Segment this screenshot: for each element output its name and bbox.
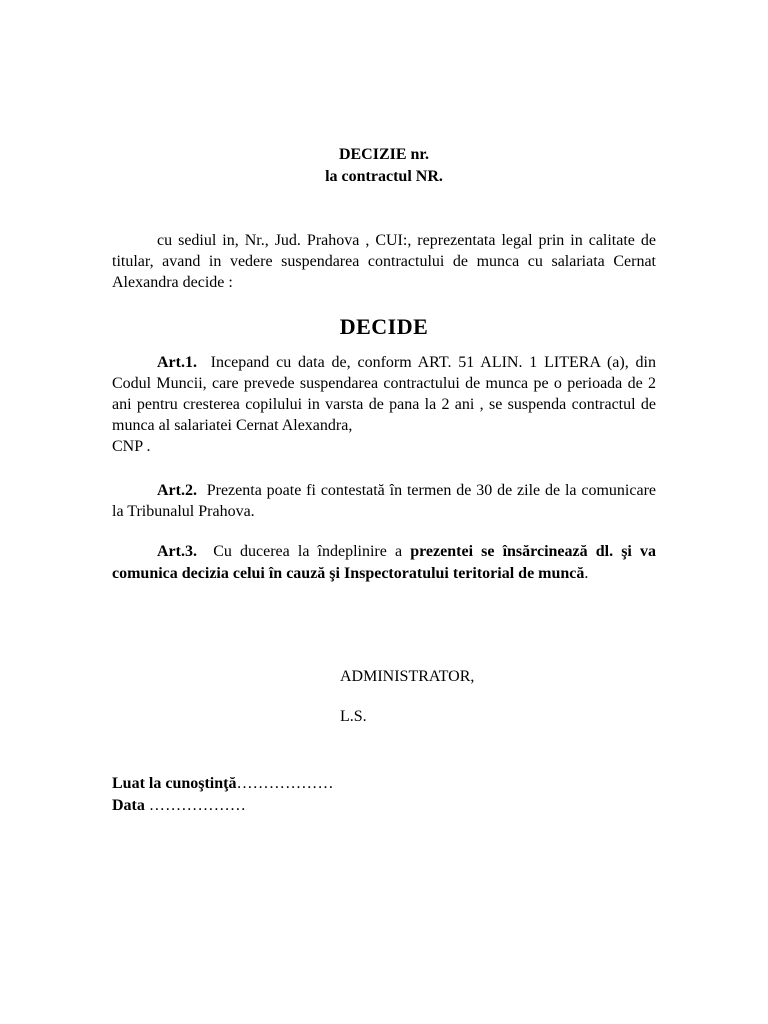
date-label: Data xyxy=(112,797,145,814)
article-2 xyxy=(112,480,656,522)
intro-paragraph: cu sediul in, Nr., Jud. Prahova , CUI:, reprezentata legal prin in calitate de titular, avand in vedere suspendarea contractului de munca cu salariata Cernat Alexandra decide : xyxy=(112,232,656,291)
article-1-text: Incepand cu data de, conform ART. 51 ALIN. 1 LITERA (a), din Codul Muncii, care prevede suspendarea contractului de munca pe o perioada de 2 ani pentru cresterea copilului in varsta de pana la 2 ani , se suspenda contractul de munca al salariatei Cernat Alexandra, xyxy=(112,354,656,434)
decide-heading: DECIDE xyxy=(339,314,429,339)
article-1-label: Art.1. xyxy=(157,354,197,371)
article-1 xyxy=(112,352,656,457)
article-3-label: Art.3. xyxy=(157,543,197,560)
acknowledgement-line xyxy=(112,773,334,795)
title-line-decision: DECIZIE nr. xyxy=(338,146,430,163)
signature-title: ADMINISTRATOR, xyxy=(340,668,475,685)
date-dots: ……………… xyxy=(148,797,247,814)
article-3-bold-text: prezentei se însărcinează dl. şi va comunica decizia celui în cauză şi Inspectoratului teritorial de muncă xyxy=(112,543,656,582)
title-line-contract: la contractul NR. xyxy=(325,168,443,185)
date-line xyxy=(112,795,246,817)
signature-seal: L.S. xyxy=(340,708,367,725)
document-title xyxy=(0,144,768,188)
acknowledgement-label: Luat la cunoştinţă xyxy=(112,775,237,792)
article-2-text: Prezenta poate fi contestată în termen de 30 de zile de la comunicare la Tribunalul Prahova. xyxy=(112,482,657,520)
acknowledgement-dots: ……………… xyxy=(236,775,334,792)
article-3-text: Cu ducerea la îndeplinire a xyxy=(213,543,403,560)
article-3 xyxy=(112,541,656,585)
article-3-end: . xyxy=(584,565,589,582)
article-2-label: Art.2. xyxy=(157,482,197,499)
article-1-cnp: CNP . xyxy=(112,438,151,455)
